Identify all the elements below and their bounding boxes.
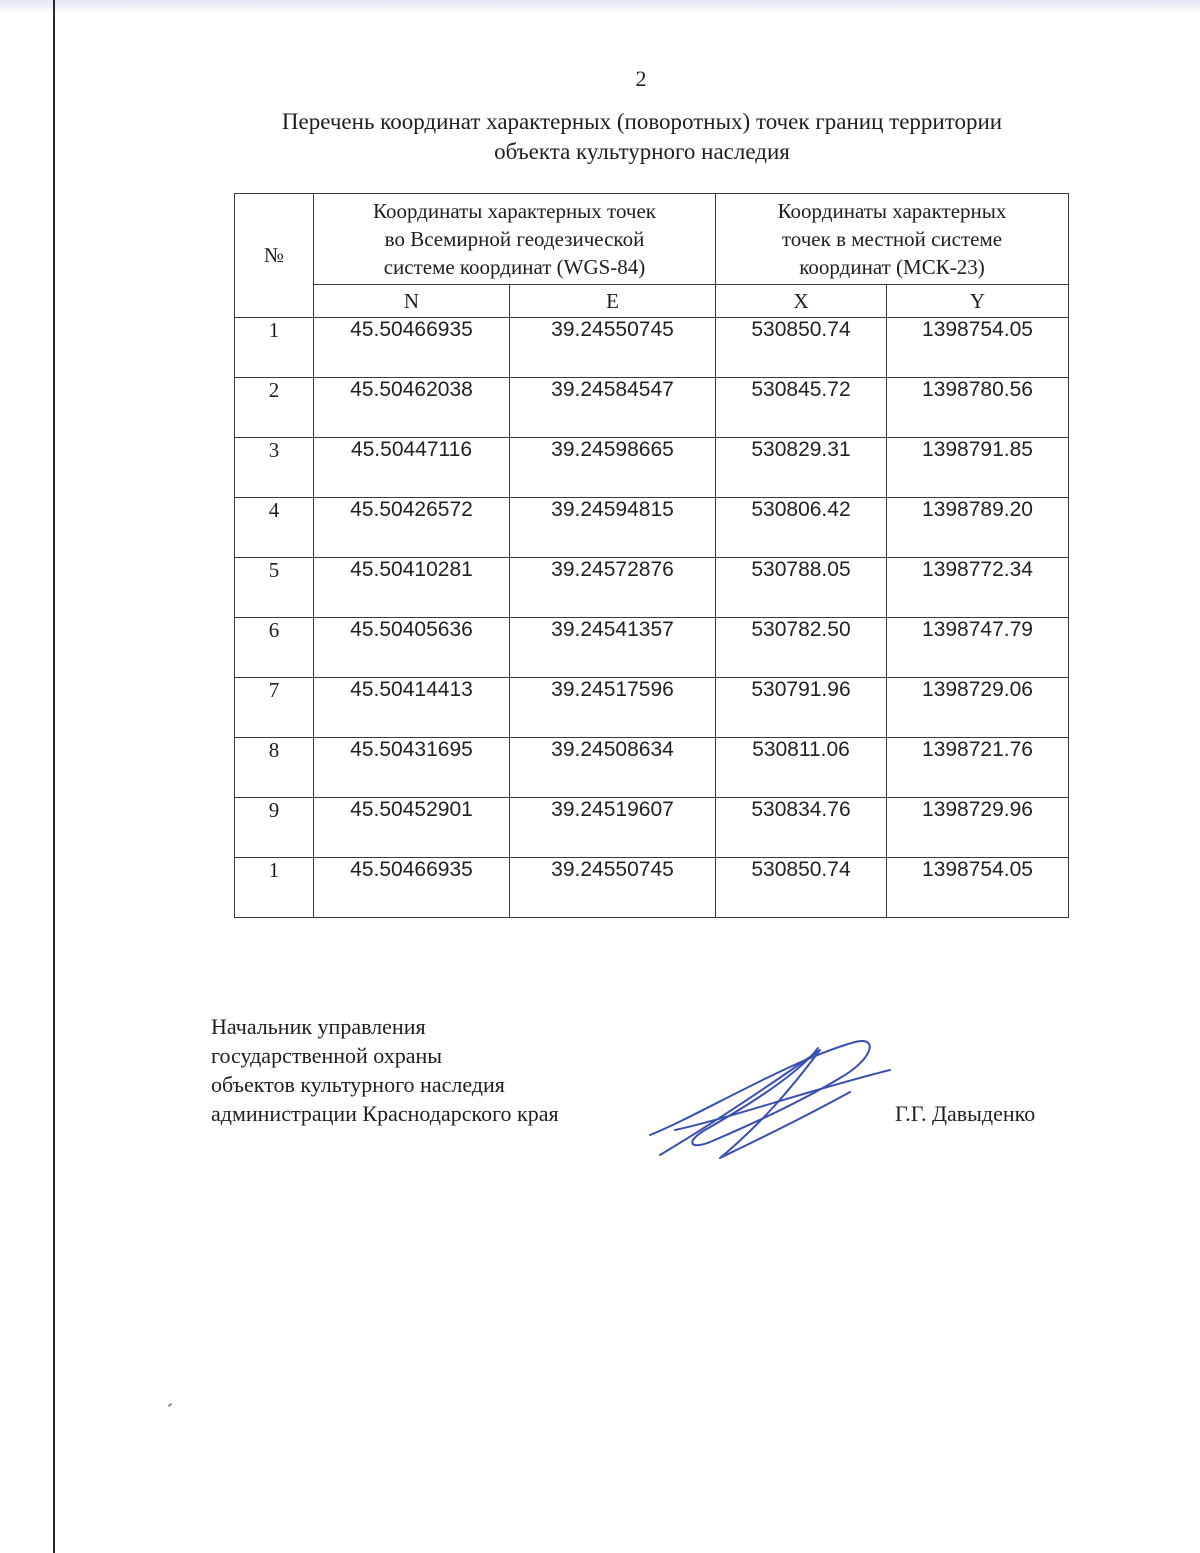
coord-n: 45.50462038 xyxy=(314,378,510,438)
coord-x: 530829.31 xyxy=(716,438,887,498)
handwritten-signature xyxy=(640,1030,900,1165)
header-line: Координаты характерных точек xyxy=(373,199,656,223)
coord-e: 39.24598665 xyxy=(510,438,716,498)
table-row xyxy=(235,738,1069,798)
table-row xyxy=(235,438,1069,498)
coord-e: 39.24572876 xyxy=(510,558,716,618)
signer-name: Г.Г. Давыденко xyxy=(895,1101,1036,1126)
coord-e: 39.24519607 xyxy=(510,798,716,858)
coord-y: 1398721.76 xyxy=(887,738,1069,798)
coord-e: 39.24541357 xyxy=(510,618,716,678)
header-line: Координаты характерных xyxy=(777,199,1007,223)
point-number: 6 xyxy=(235,618,314,678)
title-line: Перечень координат характерных (поворотных) точек границ территории xyxy=(281,109,1003,134)
header-y: Y xyxy=(887,285,1069,318)
header-line: во Всемирной геодезической xyxy=(384,227,645,251)
coord-x: 530850.74 xyxy=(716,318,887,378)
header-x: X xyxy=(716,285,887,318)
table-row xyxy=(235,378,1069,438)
document-title xyxy=(200,107,1084,167)
coord-x: 530811.06 xyxy=(716,738,887,798)
coord-y: 1398729.06 xyxy=(887,678,1069,738)
coord-n: 45.50452901 xyxy=(314,798,510,858)
coord-y: 1398747.79 xyxy=(887,618,1069,678)
coord-n: 45.50431695 xyxy=(314,738,510,798)
table-row xyxy=(235,558,1069,618)
coord-e: 39.24584547 xyxy=(510,378,716,438)
coord-x: 530845.72 xyxy=(716,378,887,438)
header-number: № xyxy=(235,194,314,318)
coord-x: 530850.74 xyxy=(716,858,887,918)
coord-y: 1398772.34 xyxy=(887,558,1069,618)
coord-n: 45.50410281 xyxy=(314,558,510,618)
header-e: E xyxy=(510,285,716,318)
coord-x: 530791.96 xyxy=(716,678,887,738)
page-edge-line xyxy=(53,0,55,1553)
coord-e: 39.24550745 xyxy=(510,858,716,918)
coord-n: 45.50405636 xyxy=(314,618,510,678)
header-msk23 xyxy=(716,194,1069,285)
table-header-row xyxy=(235,194,1069,285)
coord-y: 1398754.05 xyxy=(887,858,1069,918)
header-line: точек в местной системе xyxy=(781,227,1003,251)
header-line: системе координат (WGS-84) xyxy=(383,255,646,279)
table-row xyxy=(235,678,1069,738)
title-line: объекта культурного наследия xyxy=(494,139,790,164)
coord-e: 39.24594815 xyxy=(510,498,716,558)
coord-y: 1398729.96 xyxy=(887,798,1069,858)
header-n: N xyxy=(314,285,510,318)
point-number: 7 xyxy=(235,678,314,738)
table-row xyxy=(235,858,1069,918)
coord-n: 45.50466935 xyxy=(314,858,510,918)
coord-x: 530788.05 xyxy=(716,558,887,618)
coord-e: 39.24550745 xyxy=(510,318,716,378)
table-row xyxy=(235,798,1069,858)
position-line: Начальник управления xyxy=(211,1014,426,1039)
position-line: объектов культурного наследия xyxy=(211,1072,505,1097)
coord-x: 530806.42 xyxy=(716,498,887,558)
point-number: 2 xyxy=(235,378,314,438)
header-wgs84 xyxy=(314,194,716,285)
page-number: 2 xyxy=(635,66,647,91)
point-number: 5 xyxy=(235,558,314,618)
coord-y: 1398789.20 xyxy=(887,498,1069,558)
coord-e: 39.24508634 xyxy=(510,738,716,798)
table-row xyxy=(235,618,1069,678)
table-subheader-row xyxy=(235,285,1069,318)
point-number: 8 xyxy=(235,738,314,798)
coord-n: 45.50466935 xyxy=(314,318,510,378)
point-number: 9 xyxy=(235,798,314,858)
coord-y: 1398780.56 xyxy=(887,378,1069,438)
coord-x: 530782.50 xyxy=(716,618,887,678)
scan-edge xyxy=(0,0,1200,14)
coord-y: 1398791.85 xyxy=(887,438,1069,498)
coord-x: 530834.76 xyxy=(716,798,887,858)
point-number: 1 xyxy=(235,318,314,378)
scan-speck xyxy=(168,1403,172,1407)
table-row xyxy=(235,498,1069,558)
header-line: координат (МСК-23) xyxy=(799,255,985,279)
coord-n: 45.50426572 xyxy=(314,498,510,558)
coord-e: 39.24517596 xyxy=(510,678,716,738)
point-number: 4 xyxy=(235,498,314,558)
coord-n: 45.50414413 xyxy=(314,678,510,738)
position-line: государственной охраны xyxy=(211,1043,443,1068)
coord-n: 45.50447116 xyxy=(314,438,510,498)
coordinates-table xyxy=(234,193,1069,918)
table-row xyxy=(235,318,1069,378)
point-number: 3 xyxy=(235,438,314,498)
position-line: администрации Краснодарского края xyxy=(211,1101,559,1126)
signatory-position xyxy=(211,1012,559,1128)
coord-y: 1398754.05 xyxy=(887,318,1069,378)
point-number: 1 xyxy=(235,858,314,918)
